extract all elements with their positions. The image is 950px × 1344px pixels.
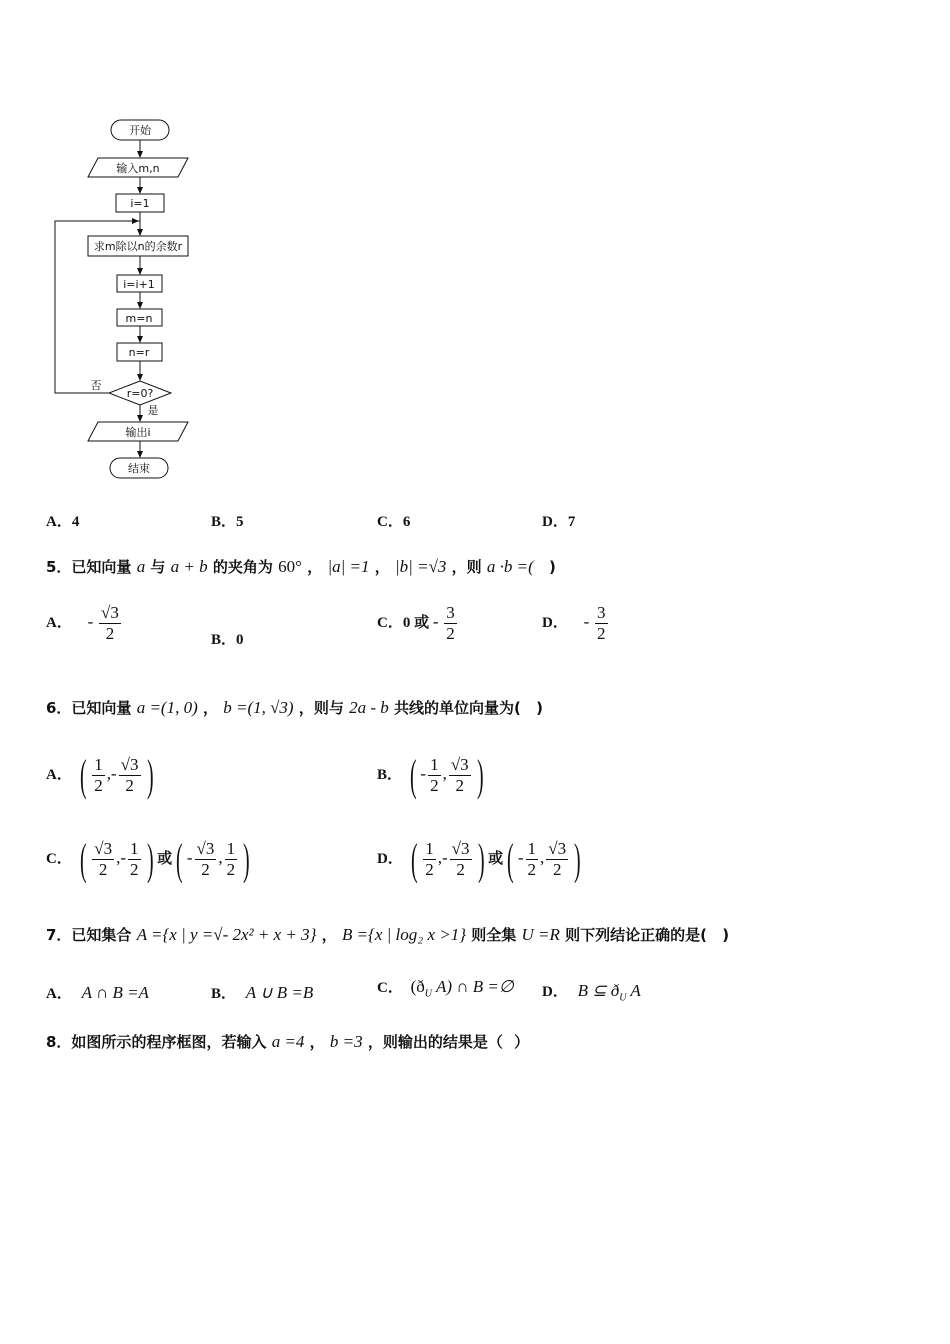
q6-option-b-label: B． xyxy=(377,767,403,783)
q5-option-c-sign: - xyxy=(432,611,439,631)
flow-end-text: 结束 xyxy=(128,462,150,475)
question-8 xyxy=(46,1030,529,1054)
flow-yes-label: 是 xyxy=(147,404,159,417)
q8-close: ） xyxy=(514,1033,530,1051)
q5-option-a-den: 2 xyxy=(105,624,115,643)
q6-option-c[interactable]: C． ( $\frac{√3}{2}$ ,- $\frac{1}{2}$ ) 或( - $\frac{√3}{2}$ , $\frac{1}{2}$ ) xyxy=(46,834,250,884)
q6-suffix: 共线的单位向量为( xyxy=(393,699,521,717)
q6-option-a-label: A． xyxy=(46,767,72,783)
q5-option-a-label: A． xyxy=(46,614,72,631)
q5-prefix: 5．已知向量 xyxy=(46,558,132,576)
q7-option-d-label: D． xyxy=(542,984,568,1000)
q8-b: b =3 xyxy=(329,1032,363,1051)
q5-option-d-num: 3 xyxy=(597,603,606,622)
q7-set-a: A ={x | y =√- 2x² + x + 3} xyxy=(136,925,317,944)
q5-option-c[interactable] xyxy=(377,603,459,644)
q5-option-c-den: 2 xyxy=(446,624,455,643)
q6-comma: ， xyxy=(202,699,218,717)
q7-option-a-label: A． xyxy=(46,986,72,1002)
question-7 xyxy=(46,922,729,948)
q5-option-d-fraction xyxy=(595,603,608,644)
q5-dot-product: a ·b =( xyxy=(486,557,534,576)
q6-mid: ，则与 xyxy=(298,699,344,717)
q5-angle: 60° xyxy=(278,557,302,576)
q7-option-b-label: B． xyxy=(211,986,237,1002)
q8-prefix: 8．如图所示的程序框图，若输入 xyxy=(46,1033,267,1051)
flow-output-text: 输出i xyxy=(125,426,151,439)
q4-option-c[interactable]: C．6 xyxy=(377,514,411,530)
q8-comma: ， xyxy=(309,1033,325,1051)
q5-option-d-den: 2 xyxy=(597,624,606,643)
q6-option-c-or: 或 xyxy=(157,851,173,867)
q6-vector-a: a =(1, 0) xyxy=(136,698,198,717)
q7-option-a[interactable] xyxy=(46,982,149,1003)
q7-prefix: 7．已知集合 xyxy=(46,926,132,944)
q5-vector-a: a xyxy=(136,557,146,576)
flow-init-text: i=1 xyxy=(130,197,150,210)
q5-close: ) xyxy=(549,558,556,576)
question-5 xyxy=(46,555,556,579)
q5-abs-b: |b| =√3 xyxy=(395,557,447,576)
q5-mid1: 与 xyxy=(150,558,166,576)
q7-option-d[interactable] xyxy=(542,980,641,1003)
q6-option-d-or: 或 xyxy=(488,851,504,867)
q5-abs-a: |a| =1 xyxy=(327,557,370,576)
q5-option-b[interactable]: B．0 xyxy=(211,632,244,648)
q7-set-b: B ={x | log₂ x >1} xyxy=(341,925,467,944)
flow-decision-text: r=0? xyxy=(126,387,154,400)
q4-option-d[interactable]: D．7 xyxy=(542,514,576,530)
q7-option-d-expr: B ⊆ $ð_U$ A xyxy=(577,981,641,1004)
flow-no-label: 否 xyxy=(90,379,102,392)
q7-suffix: 则下列结论正确的是( xyxy=(565,926,707,944)
q6-prefix: 6．已知向量 xyxy=(46,699,132,717)
q5-option-d-sign: - xyxy=(583,611,590,631)
q6-option-a[interactable]: A． ( $\frac{1}{2}$ ,- $\frac{√3}{2}$ ) xyxy=(46,750,154,800)
q5-option-c-num: 3 xyxy=(446,603,455,622)
q8-suffix: ，则输出的结果是（ xyxy=(367,1033,503,1051)
question-6 xyxy=(46,696,543,720)
q7-comma: ， xyxy=(321,926,337,944)
q5-option-a-num: √3 xyxy=(101,603,119,622)
flow-remainder-text: 求m除以n的余数r xyxy=(93,240,183,253)
q7-option-a-expr: A ∩ B =A xyxy=(81,983,149,1002)
flow-start-text: 开始 xyxy=(129,124,151,137)
q5-mid3: ，则 xyxy=(451,558,482,576)
flow-assign-n-text: n=r xyxy=(128,346,150,359)
flow-input-text: 输入m,n xyxy=(116,162,160,175)
q5-option-d[interactable] xyxy=(542,603,610,644)
q7-option-b-expr: A ∪ B =B xyxy=(245,983,314,1002)
q7-option-c[interactable] xyxy=(377,976,514,999)
q5-option-a[interactable] xyxy=(46,603,123,644)
q6-vector-b: b =(1, √3) xyxy=(223,698,294,717)
q6-close: ) xyxy=(536,699,543,717)
q4-option-a[interactable]: A．4 xyxy=(46,514,80,530)
q5-option-c-fraction xyxy=(444,603,457,644)
q5-option-a-sign: - xyxy=(87,611,94,631)
q6-option-d[interactable]: D． ( $\frac{1}{2}$ ,- $\frac{√3}{2}$ ) 或( - $\frac{1}{2}$ , $\frac{√3}{2}$ ) xyxy=(377,834,581,884)
q5-mid2: 的夹角为 xyxy=(212,558,273,576)
q7-option-c-expr: ($ð_U$ A) ∩ B =∅ xyxy=(410,977,514,1000)
q8-a: a =4 xyxy=(271,1032,305,1051)
q7-universe: U =R xyxy=(521,925,560,944)
flow-assign-m-text: m=n xyxy=(125,312,153,325)
q4-option-b[interactable]: B．5 xyxy=(211,514,244,530)
flowchart xyxy=(0,0,260,490)
q6-option-c-label: C． xyxy=(46,851,72,867)
q7-option-b[interactable] xyxy=(211,982,313,1003)
flow-increment-text: i=i+1 xyxy=(123,278,155,291)
q5-option-a-fraction xyxy=(99,603,121,644)
q7-close: ) xyxy=(722,926,730,944)
q6-option-b[interactable]: B． ( - $\frac{1}{2}$ , $\frac{√3}{2}$ ) xyxy=(377,750,484,800)
q5-comma2: ， xyxy=(374,558,390,576)
q7-mid: 则全集 xyxy=(471,926,517,944)
q6-option-d-label: D． xyxy=(377,851,403,867)
q6-expr: 2a - b xyxy=(349,698,389,717)
q5-a-plus-b: a + b xyxy=(170,557,208,576)
q7-option-c-label: C． xyxy=(377,980,403,996)
q5-option-d-label: D． xyxy=(542,614,568,631)
q5-option-c-label: C．0 或 xyxy=(377,614,430,631)
q5-comma1: ， xyxy=(307,558,323,576)
